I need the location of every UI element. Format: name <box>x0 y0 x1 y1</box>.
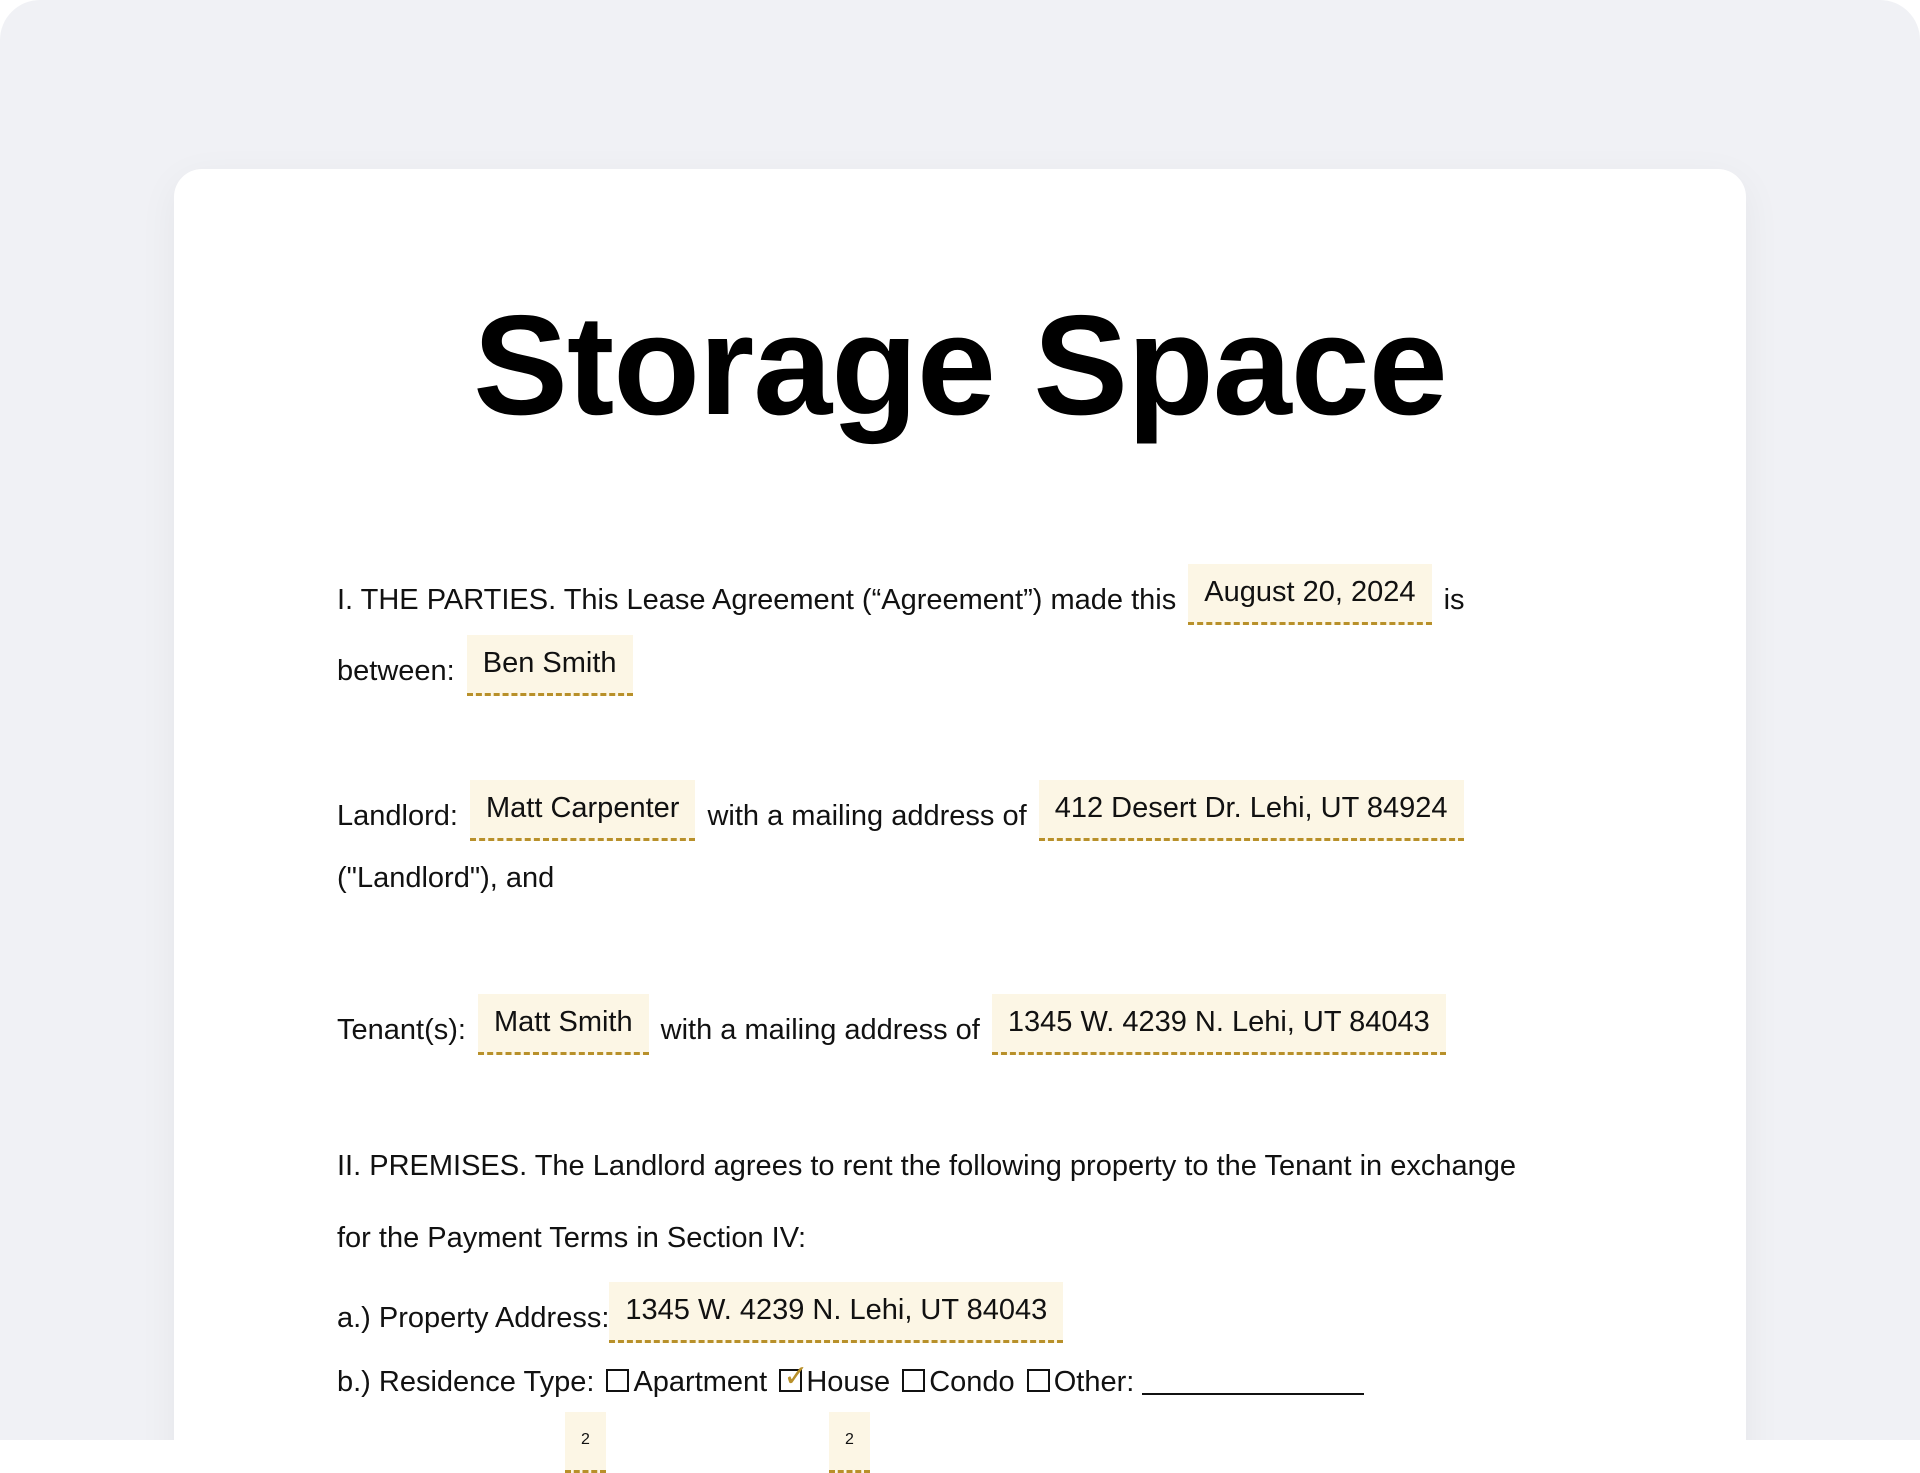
premises-intro-1: II. PREMISES. The Landlord agrees to rent the following property to the Tenant in exchange <box>337 1150 1516 1182</box>
checkbox-apartment[interactable] <box>606 1369 629 1392</box>
document-title: Storage Space <box>473 286 1447 445</box>
option-apartment: Apartment <box>633 1366 768 1398</box>
landlord-line <box>337 788 1468 849</box>
checkbox-condo[interactable] <box>902 1369 925 1392</box>
property-line <box>337 1290 1067 1351</box>
premises-intro-2: for the Payment Terms in Section IV: <box>337 1222 807 1254</box>
landlord-name-field[interactable]: Matt Carpenter <box>470 780 695 841</box>
tenant-line <box>337 1002 1450 1063</box>
landlord-label: Landlord: <box>337 800 458 832</box>
between-field[interactable]: Ben Smith <box>467 635 633 696</box>
option-other: Other: <box>1053 1366 1135 1398</box>
parties-intro: I. THE PARTIES. This Lease Agreement (“Agreement”) made this <box>337 584 1177 616</box>
checkbox-other[interactable] <box>1027 1369 1050 1392</box>
property-label: a.) Property Address: <box>337 1302 610 1334</box>
landlord-address-field[interactable]: 412 Desert Dr. Lehi, UT 84924 <box>1039 780 1464 841</box>
parties-line-2 <box>337 643 637 704</box>
text-is: is <box>1443 584 1465 616</box>
mailing-label: with a mailing address of <box>707 800 1027 832</box>
field-c2[interactable]: 2 <box>829 1412 870 1473</box>
tenant-label: Tenant(s): <box>337 1014 466 1046</box>
option-house: House <box>806 1366 891 1398</box>
tenant-name-field[interactable]: Matt Smith <box>478 994 649 1055</box>
between-label: between: <box>337 655 455 687</box>
residence-line <box>337 1362 1364 1402</box>
checkmark-icon: ✓ <box>783 1360 809 1393</box>
residence-label: b.) Residence Type: <box>337 1366 595 1398</box>
option-condo: Condo <box>929 1366 1015 1398</box>
field-c1[interactable]: 2 <box>565 1412 606 1473</box>
property-address-field[interactable]: 1345 W. 4239 N. Lehi, UT 84043 <box>609 1282 1063 1343</box>
date-field[interactable]: August 20, 2024 <box>1188 564 1431 625</box>
tenant-mailing-label: with a mailing address of <box>660 1014 980 1046</box>
parties-line-1 <box>337 572 1465 633</box>
tenant-address-field[interactable]: 1345 W. 4239 N. Lehi, UT 84043 <box>992 994 1446 1055</box>
landlord-suffix: ("Landlord"), and <box>337 862 555 894</box>
other-blank-input[interactable] <box>1142 1363 1364 1395</box>
checkbox-house[interactable] <box>779 1360 809 1393</box>
